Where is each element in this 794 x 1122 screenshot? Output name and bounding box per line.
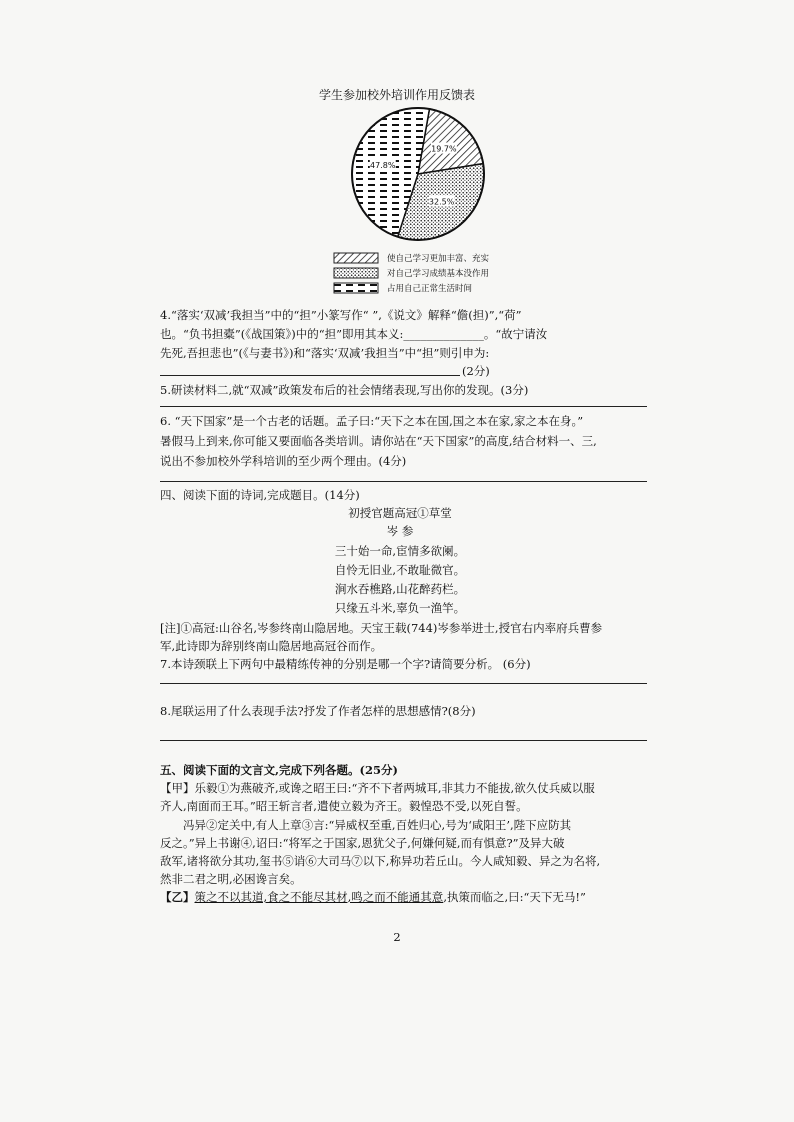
- pie-value-label: 47.8%: [370, 161, 396, 171]
- q7-answer-line: [160, 683, 647, 684]
- pie-chart: [343, 104, 493, 244]
- legend-label: 对自己学习成绩基本没作用: [387, 268, 490, 279]
- q6-line-3: 说出不参加校外学科培训的至少两个理由。(4分): [160, 454, 407, 468]
- passage-jia-line-6: 然非二君之明,必困谗言矣。: [160, 872, 302, 886]
- legend-item: [333, 250, 489, 265]
- poem-line-1: 三十始一命,宦情多欲阑。: [334, 544, 466, 558]
- passage-jia-line-4: 反之。”异上书谢④,诏曰:“将军之于国家,恩犹父子,何嫌何疑,而有惧意?”及异大破: [160, 836, 565, 850]
- q6-line-2: 暑假马上到来,你可能又要面临各类培训。请你站在“天下国家”的高度,结合材料一、三,: [160, 434, 597, 448]
- poem-line-3: 涧水吞樵路,山花醉药栏。: [334, 582, 466, 596]
- q4-answer-line: [160, 375, 460, 376]
- passage-yi-label: 【乙】: [160, 890, 195, 904]
- q5-text: 5.研读材料二,就“双减”政策发布后的社会情绪表现,写出你的发现。(3分): [160, 383, 529, 397]
- q8-text: 8.尾联运用了什么表现手法?抒发了作者怎样的思想感情?(8分): [160, 704, 476, 718]
- passage-jia-line-1: 【甲】乐毅①为燕破齐,或谗之昭王曰:“齐不下者两城耳,非其力不能拔,欲久仗兵威以服: [160, 781, 595, 795]
- q6-line-1: 6. “天下国家”是一个古老的话题。孟子曰:“天下之本在国,国之本在家,家之本在身。”: [160, 414, 584, 428]
- pie-value-label: 32.5%: [428, 197, 455, 207]
- page-number: 2: [393, 930, 401, 944]
- q8-answer-line: [160, 740, 647, 741]
- passage-jia-line-3: 冯异②定关中,有人上章③言:“异威权至重,百姓归心,号为‘咸阳王’,陛下应防其: [183, 818, 572, 832]
- section-4-heading: 四、阅读下面的诗词,完成题目。(14分): [160, 488, 360, 502]
- chart-legend: [333, 250, 489, 295]
- poem-title: 初授官题高冠①草堂: [348, 506, 452, 520]
- legend-swatch-dashes: [333, 282, 379, 294]
- poem-author: 岑 参: [386, 524, 414, 538]
- poem-line-4: 只缘五斗米,辜负一渔竿。: [334, 601, 466, 615]
- q4-line-1: 4.“落实‘双减’我担当”中的“担”小篆写作“ ”,《说文》解释“儋(担)”,“荷”: [160, 308, 522, 322]
- passage-yi-line-1: [160, 888, 586, 906]
- q6-answer-line: [160, 481, 647, 482]
- q5-answer-line: [160, 406, 647, 407]
- poem-note-line-2: 军,此诗即为辞别终南山隐居地高冠谷而作。: [160, 639, 383, 653]
- pie-value-label: 19.7%: [431, 144, 457, 154]
- passage-jia-line-2: 齐人,南面而王耳。”昭王斩言者,遣使立毅为齐王。毅惶恐不受,以死自誓。: [160, 799, 528, 813]
- chart-title: 学生参加校外培训作用反馈表: [318, 88, 475, 102]
- passage-yi-rest: ,执策而临之,曰:“天下无马!”: [443, 890, 586, 904]
- legend-label: 使自己学习更加丰富、充实: [387, 253, 490, 264]
- passage-jia-line-5: 敌军,诸将欲分其功,玺书⑤诮⑥大司马⑦以下,称异功若丘山。今人咸知毅、异之为名将,: [160, 854, 601, 868]
- q7-text: 7.本诗颈联上下两句中最精练传神的分别是哪一个字?请简要分析。 (6分): [160, 657, 531, 671]
- legend-swatch-diagonal: [333, 252, 379, 264]
- q4-line-2: 也。“负书担橐”(《战国策》)中的“担”即用其本义:______________。“故宁请汝: [160, 327, 548, 341]
- q4-score: (2分): [462, 364, 490, 378]
- poem-line-2: 自怜无旧业,不敢耻微官。: [334, 563, 466, 577]
- passage-yi-underlined: 策之不以其道,食之不能尽其材,鸣之而不能通其意: [194, 890, 444, 904]
- legend-swatch-dots: [333, 267, 379, 279]
- q4-line-3: 先死,吾担悲也”(《与妻书》)和“落实‘双减’我担当”中“担”则引申为:: [160, 346, 490, 360]
- legend-item: [333, 280, 489, 295]
- section-5-heading: 五、阅读下面的文言文,完成下列各题。(25分): [160, 763, 398, 777]
- legend-label: 占用自己正常生活时间: [387, 283, 473, 294]
- poem-note-line-1: [注]①高冠:山谷名,岑参终南山隐居地。天宝王载(744)岑参举进士,授官右内率府兵曹参: [160, 621, 603, 635]
- legend-item: [333, 265, 489, 280]
